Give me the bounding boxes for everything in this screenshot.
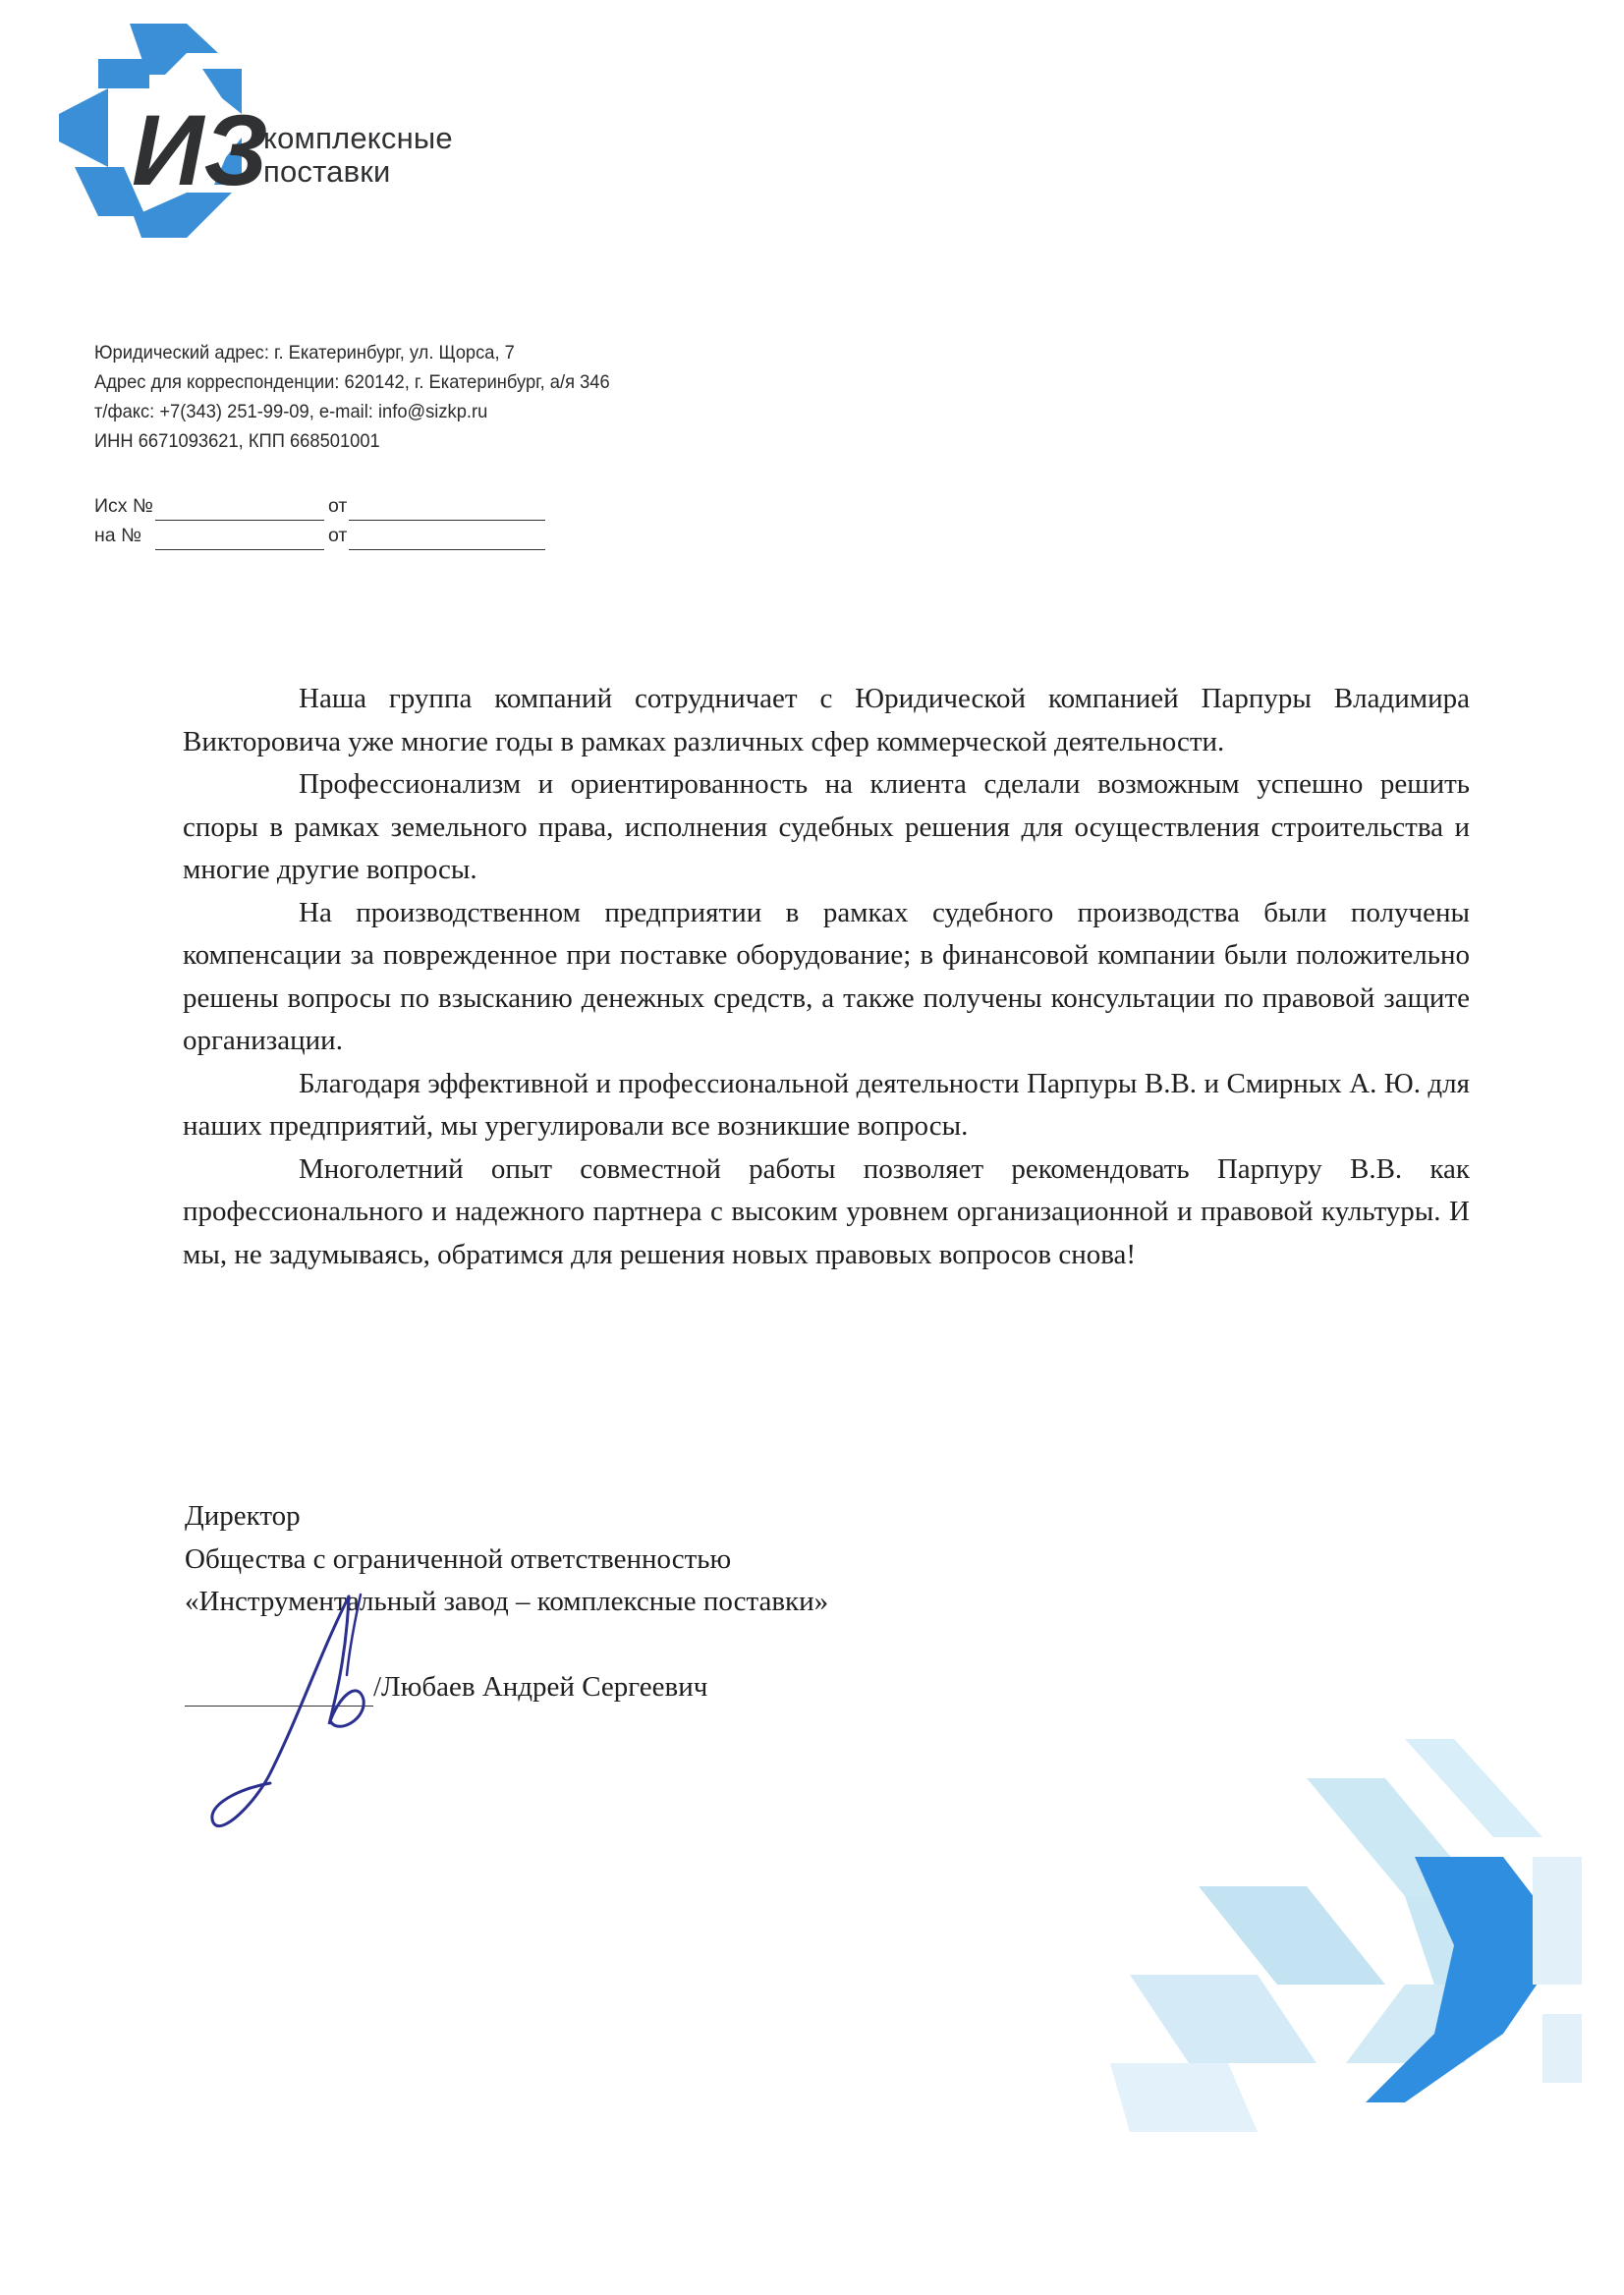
logo-line2: поставки xyxy=(263,154,391,189)
signatory-name: /Любаев Андрей Сергеевич xyxy=(373,1671,708,1703)
signatory-org-line1: Общества с ограниченной ответственностью xyxy=(185,1542,732,1575)
signatory-position: Директор xyxy=(185,1500,301,1532)
outgoing-label: Исх № xyxy=(94,495,153,517)
reference-block xyxy=(94,491,545,550)
contacts: т/факс: +7(343) 251-99-09, e-mail: info@sizkp.ru xyxy=(94,401,488,422)
body-paragraph: Профессионализм и ориентированность на клиента сделали возможным успешно решить споры в рамках земельного права, исполнения судебных решения для осуществления строительства и многие другие вопросы. xyxy=(183,768,1470,885)
outgoing-from-label: от xyxy=(328,495,348,517)
legal-address: Юридический адрес: г. Екатеринбург, ул. Щорса, 7 xyxy=(94,342,515,364)
outgoing-date-blank xyxy=(349,498,545,521)
body-paragraph: Наша группа компаний сотрудничает с Юридической компанией Парпуры Владимира Викторовича уже многие годы в рамках различных сфер коммерческой деятельности. xyxy=(183,683,1470,757)
outgoing-number-blank xyxy=(155,498,324,521)
logo-line1: комплексные xyxy=(263,121,453,155)
corner-arrows-icon xyxy=(1110,1739,1601,2132)
letter-body xyxy=(183,678,1470,1276)
body-paragraph: На производственном предприятии в рамках судебного производства были получены компенсации за поврежденное при поставке оборудование; в финансовой компании были положительно решены вопросы по взысканию денежных средств, а также получены консультации по правовой защите организации. xyxy=(183,896,1470,1056)
incoming-from-label: от xyxy=(328,525,348,546)
incoming-number-blank xyxy=(155,528,324,550)
logo-caption xyxy=(263,122,453,189)
body-paragraph: Многолетний опыт совместной работы позволяет рекомендовать Парпуру В.В. как профессионального и надежного партнера с высоким уровнем организационной и правовой культуры. И мы, не задумываясь, обратимся для решения новых правовых вопросов снова! xyxy=(183,1152,1470,1270)
tax-ids: ИНН 6671093621, КПП 668501001 xyxy=(94,430,380,452)
postal-address: Адрес для корреспонденции: 620142, г. Екатеринбург, а/я 346 xyxy=(94,371,610,393)
incoming-date-blank xyxy=(349,528,545,550)
handwritten-signature-icon xyxy=(201,1587,398,1862)
outgoing-ref-row xyxy=(94,491,545,521)
company-logo xyxy=(39,20,491,246)
incoming-ref-row xyxy=(94,521,545,550)
company-requisites xyxy=(94,338,610,456)
logo-mark-text: ИЗ xyxy=(132,94,268,206)
incoming-label: на № xyxy=(94,525,141,546)
signatory-org-line2: «Инструментальный завод – комплексные поставки» xyxy=(185,1586,829,1617)
body-paragraph: Благодаря эффективной и профессиональной деятельности Парпуры В.В. и Смирных А. Ю. для наших предприятий, мы урегулировали все возникшие вопросы. xyxy=(183,1067,1470,1142)
